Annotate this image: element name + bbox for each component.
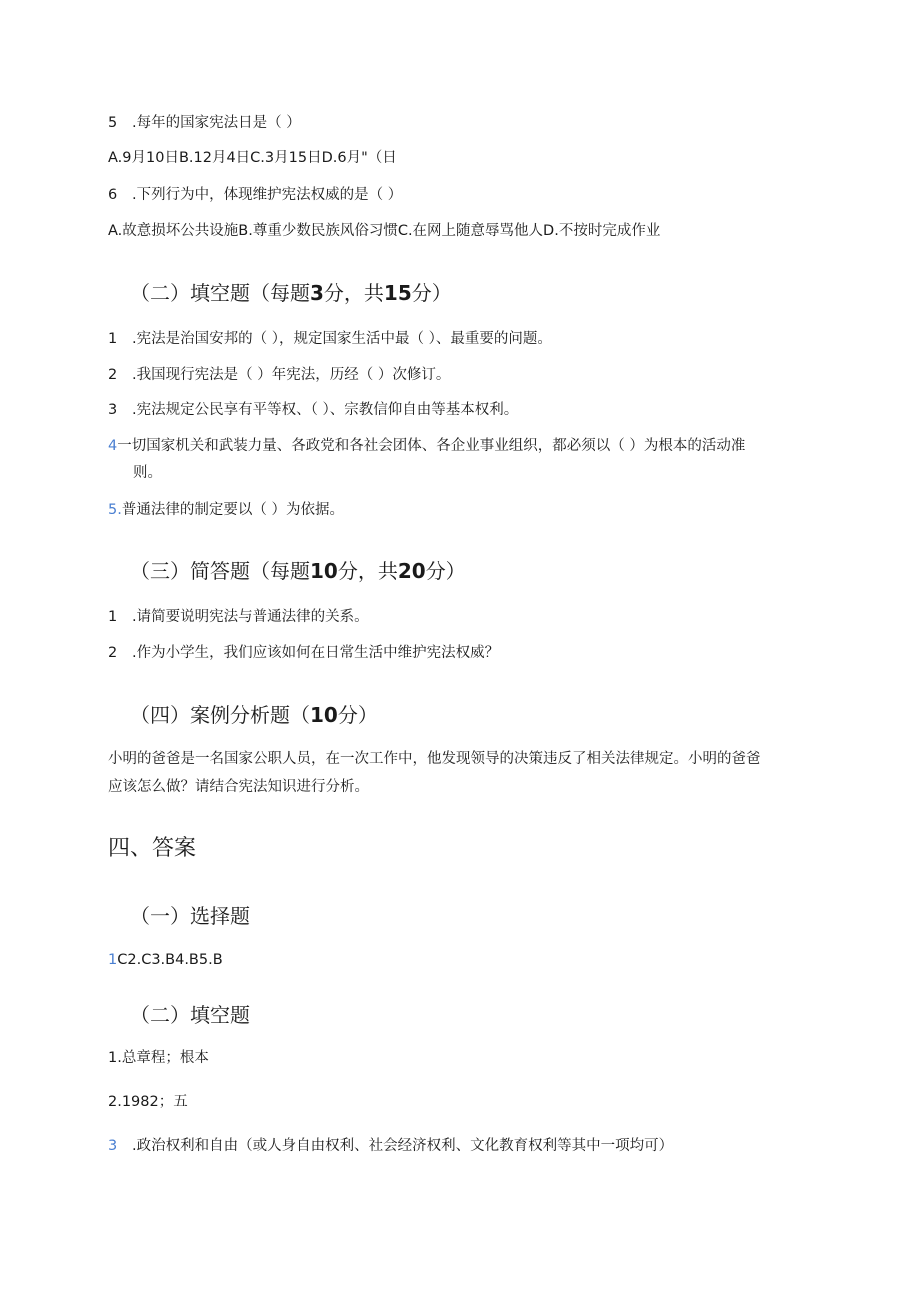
mc-question-5: [108, 113, 301, 133]
heading-text: 分）: [337, 703, 378, 727]
mc-question-6-options: A.故意损坏公共设施B.尊重少数民族风俗习惯C.在网上随意辱骂他人D.不按时完成作业: [108, 223, 661, 239]
answers-fill-1: 1.总章程；根本: [108, 1050, 209, 1066]
mc-question-5-options: A.9月10日B.12月4日C.3月15日D.6月"（日: [108, 150, 397, 166]
question-text: .作为小学生，我们应该如何在日常生活中维护宪法权威？: [132, 645, 500, 661]
answers-fill-2: 2.1982；五: [108, 1094, 188, 1110]
answers-fill-3: [108, 1136, 673, 1156]
answer-number: 1: [108, 952, 118, 968]
heading-text: （三）简答题（每题: [130, 559, 310, 583]
short-question-1: [108, 607, 369, 627]
case-section-heading: [130, 701, 378, 729]
question-text: .我国现行宪法是（ ）年宪法，历经（ ）次修订。: [132, 367, 451, 383]
answer-text: C2.C3.B4.B5.B: [117, 952, 223, 968]
answers-mc-line: [108, 950, 223, 970]
heading-text: 分）: [411, 281, 452, 305]
heading-text: 分，共: [337, 559, 398, 583]
heading-number: 15: [383, 281, 412, 305]
answer-text: .政治权利和自由（或人身自由权利、社会经济权利、文化教育权利等其中一项均可）: [132, 1138, 674, 1154]
question-text: .下列行为中，体现维护宪法权威的是（ ）: [132, 187, 403, 203]
fill-section-heading: [130, 279, 452, 307]
case-text-line-2: 应该怎么做？请结合宪法知识进行分析。: [108, 779, 369, 795]
answer-number: 3: [108, 1138, 118, 1154]
fill-question-5: [108, 500, 344, 520]
case-text-line-1: 小明的爸爸是一名国家公职人员，在一次工作中，他发现领导的决策违反了相关法律规定。小明的爸爸: [108, 751, 761, 767]
question-text: 普通法律的制定要以（ ）为依据。: [121, 502, 344, 518]
question-text: .每年的国家宪法日是（ ）: [132, 115, 301, 131]
question-number: 6: [108, 187, 118, 203]
question-number: 3: [108, 402, 118, 418]
heading-text: 分）: [425, 559, 466, 583]
question-text: .请简要说明宪法与普通法律的关系。: [132, 609, 369, 625]
question-text: .宪法规定公民享有平等权、（ ）、宗教信仰自由等基本权利。: [132, 402, 519, 418]
question-number: 1: [108, 609, 118, 625]
answers-fill-heading: （二）填空题: [130, 1003, 250, 1027]
question-number: 5: [108, 115, 118, 131]
fill-question-2: [108, 365, 450, 385]
heading-number: 10: [310, 559, 338, 583]
fill-question-3: [108, 400, 518, 420]
heading-number: 3: [310, 281, 324, 305]
short-answer-section-heading: [130, 557, 466, 585]
answers-title: 四、答案: [108, 836, 197, 861]
question-text: .宪法是治国安邦的（ ），规定国家生活中最（ ）、最重要的问题。: [132, 331, 552, 347]
heading-text: 分，共: [323, 281, 384, 305]
question-number: 1: [108, 331, 118, 347]
heading-number: 10: [310, 703, 338, 727]
heading-text: （二）填空题（每题: [130, 281, 310, 305]
question-number: 5.: [108, 502, 122, 518]
question-text: 一切国家机关和武装力量、各政党和各社会团体、各企业事业组织，都必须以（ ）为根本的活动准: [117, 438, 746, 454]
heading-text: （四）案例分析题（: [130, 703, 310, 727]
question-number: 2: [108, 645, 118, 661]
question-number: 2: [108, 367, 118, 383]
short-question-2: [108, 643, 499, 663]
fill-question-4-continued: 则。: [133, 465, 162, 481]
fill-question-4: [108, 436, 745, 456]
fill-question-1: [108, 329, 552, 349]
question-number: 4: [108, 438, 118, 454]
answers-mc-heading: （一）选择题: [130, 904, 250, 928]
heading-number: 20: [397, 559, 426, 583]
mc-question-6: [108, 185, 402, 205]
